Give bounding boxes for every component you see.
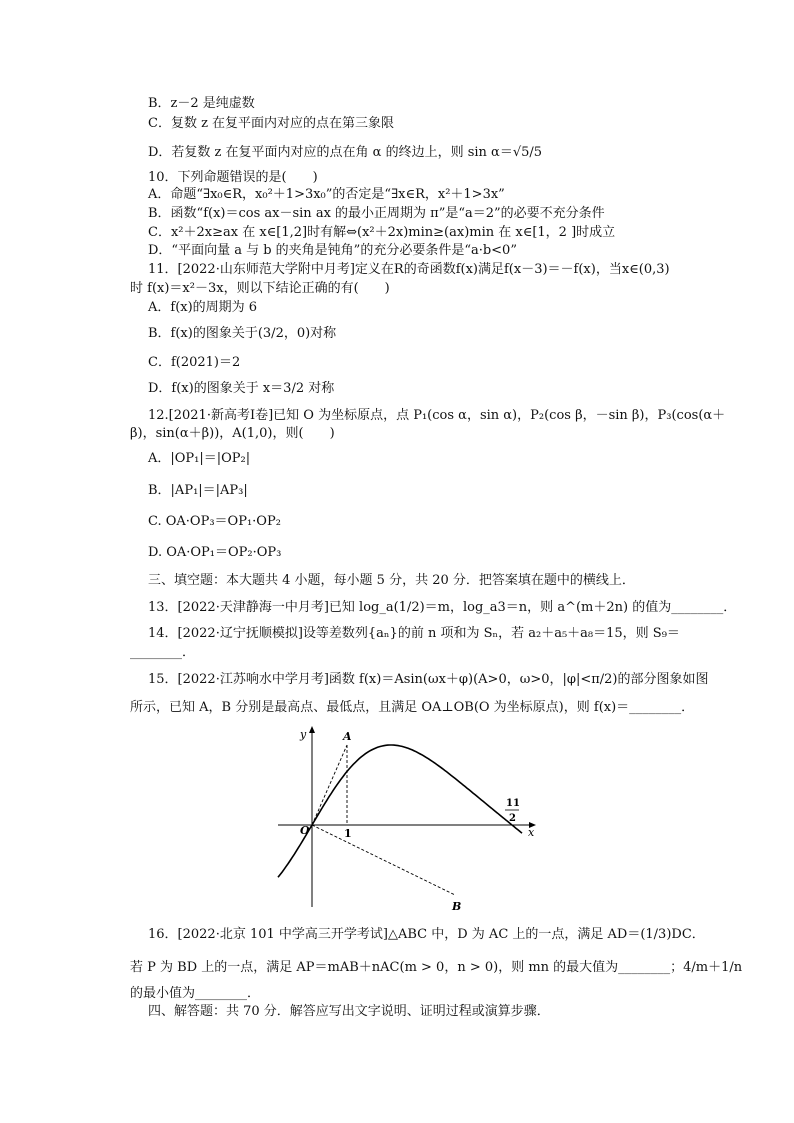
line-b-10: B．函数“f(x)＝cos ax－sin ax 的最小正周期为 π”是“a＝2”的必要不充分条件 [148, 206, 605, 221]
tick-end-numerator: 11 [506, 798, 520, 809]
line-c-11: C．f(2021)＝2 [148, 355, 241, 370]
label-a: A [343, 730, 352, 743]
line-b-9: B．z－2 是纯虚数 [148, 96, 255, 111]
line-b-11: B．f(x)的图象关于(3/2，0)对称 [148, 326, 337, 341]
sine-curve [278, 745, 522, 877]
line-d-10: D．“平面向量 a 与 b 的夹角是钝角”的充分必要条件是“a·b<0” [148, 243, 517, 258]
question-12-stem-cont: β)，sin(α＋β))，A(1,0)，则( ) [130, 426, 335, 441]
question-13: 13．[2022·天津静海一中月考]已知 log_a(1/2)＝m，log_a3＝n，则 a^(m＋2n) 的值为________． [148, 600, 737, 615]
label-x: x [528, 826, 535, 839]
dashed-oa [312, 745, 347, 825]
question-14-cont: ________． [130, 645, 196, 660]
question-16-stem-cont: 若 P 为 BD 上的一点，满足 AP＝mAB＋nAC(m > 0，n > 0)，则 mn 的最大值为________；4/m＋1/n [130, 960, 743, 975]
question-15-stem-cont: 所示，已知 A，B 分别是最高点、最低点，且满足 OA⊥OB(O 为坐标原点)，则 f(x)＝________． [130, 700, 695, 715]
line-c-10: C．x²＋2x≥ax 在 x∈[1,2]时有解⇔(x²＋2x)min≥(ax)min 在 x∈[1，2 ]时成立 [148, 225, 616, 240]
question-14: 14．[2022·辽宁抚顺模拟]设等差数列{aₙ}的前 n 项和为 Sₙ，若 a₂＋a₅＋a₈＝15，则 S₉＝ [148, 626, 680, 641]
label-o: O [300, 824, 310, 837]
question-11-stem: 11．[2022·山东师范大学附中月考]定义在R的奇函数f(x)满足f(x－3)＝－f(x)，当x∈(0,3) [148, 262, 670, 277]
tick-end-denominator: 2 [509, 813, 516, 824]
question-12-stem: 12.[2021·新高考Ⅰ卷]已知 O 为坐标原点，点 P₁(cos α，sin α)，P₂(cos β，－sin β)，P₃(cos(α＋ [148, 408, 726, 423]
section-3-heading: 三、填空题：本大题共 4 小题，每小题 5 分，共 20 分．把答案填在题中的横线上． [148, 573, 635, 588]
label-y: y [300, 728, 307, 741]
question-10-stem: 10．下列命题错误的是( ) [148, 170, 318, 185]
tick-one: 1 [344, 827, 352, 840]
question-11-stem-cont: 时 f(x)＝x²－3x，则以下结论正确的有( ) [130, 281, 390, 296]
line-d-11: D．f(x)的图象关于 x＝3/2 对称 [148, 381, 335, 396]
label-b: B [452, 900, 462, 912]
line-a-11: A．f(x)的周期为 6 [148, 300, 258, 315]
line-c-9: C．复数 z 在复平面内对应的点在第三象限 [148, 116, 395, 131]
line-d-12: D. OA·OP₁＝OP₂·OP₃ [148, 545, 282, 560]
question-15-stem: 15．[2022·江苏响水中学月考]函数 f(x)＝Asin(ωx＋φ)(A>0，ω>0，|φ|<π/2)的部分图象如图 [148, 672, 709, 687]
dashed-ob [312, 825, 455, 895]
sine-graph-figure [270, 722, 560, 912]
line-a-12: A．|OP₁|＝|OP₂| [148, 451, 251, 466]
question-16-stem-end: 的最小值为________． [130, 986, 261, 1001]
line-d-9: D．若复数 z 在复平面内对应的点在角 α 的终边上，则 sin α＝√5/5 [148, 145, 543, 160]
y-axis-arrow [309, 726, 315, 733]
line-a-10: A．命题“∃x₀∈R，x₀²＋1>3x₀”的否定是“∃x∈R，x²＋1>3x” [148, 187, 505, 202]
line-c-12: C. OA·OP₃＝OP₁·OP₂ [148, 514, 281, 529]
question-16-stem: 16．[2022·北京 101 中学高三开学考试]△ABC 中，D 为 AC 上的一点，满足 AD＝(1/3)DC． [148, 927, 705, 942]
section-4-heading: 四、解答题：共 70 分．解答应写出文字说明、证明过程或演算步骤． [148, 1004, 550, 1019]
line-b-12: B．|AP₁|＝|AP₃| [148, 483, 248, 498]
